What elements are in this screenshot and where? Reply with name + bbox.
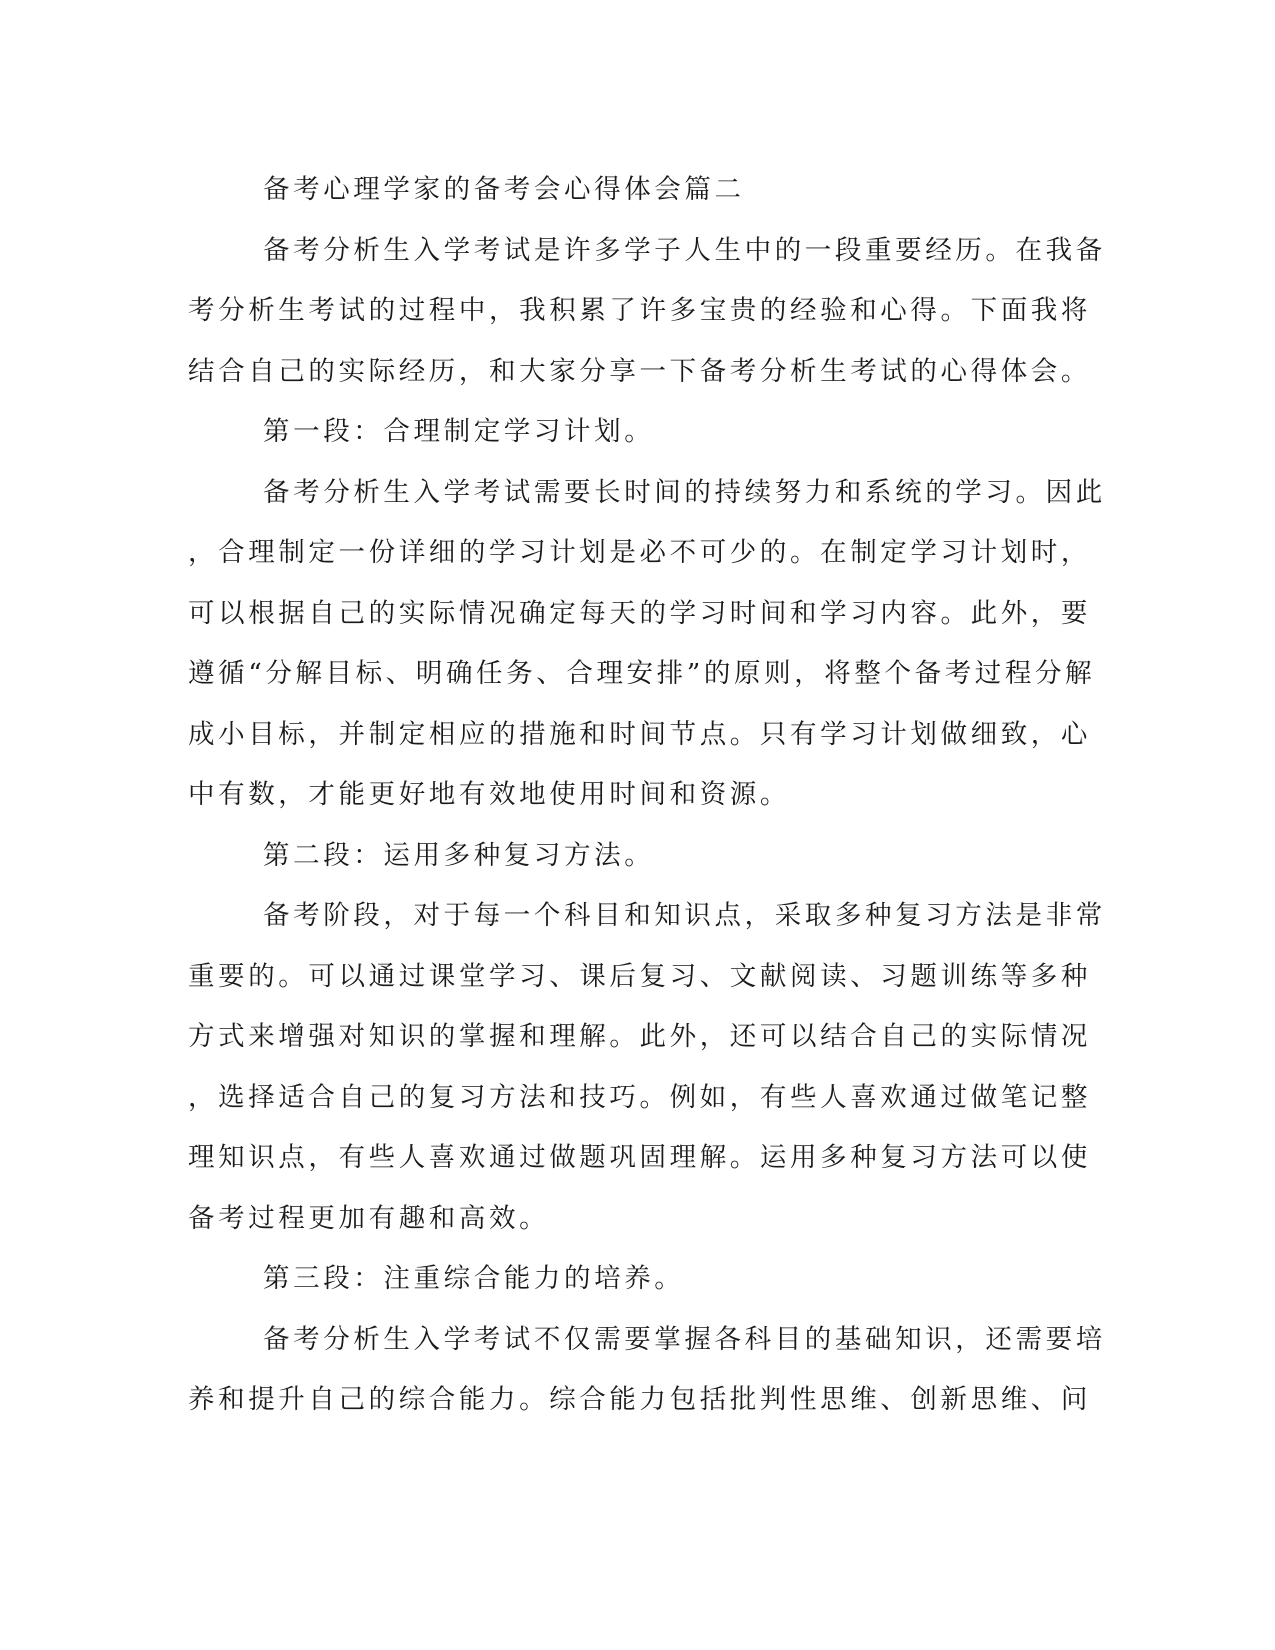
paragraph-line: 养和提升自己的综合能力。综合能力包括批判性思维、创新思维、问 (188, 1384, 1091, 1415)
section-heading-3: 第三段：注重综合能力的培养。 (263, 1263, 685, 1294)
paragraph-line: 考分析生考试的过程中，我积累了许多宝贵的经验和心得。下面我将 (188, 295, 1091, 326)
paragraph-line: 方式来增强对知识的掌握和理解。此外，还可以结合自己的实际情况 (188, 1021, 1091, 1052)
paragraph-line: 可以根据自己的实际情况确定每天的学习时间和学习内容。此外，要 (188, 597, 1091, 629)
paragraph-line: 备考分析生入学考试是许多学子人生中的一段重要经历。在我备 (263, 234, 1106, 266)
paragraph-line: 中有数，才能更好地有效地使用时间和资源。 (188, 779, 790, 810)
paragraph-line: 备考分析生入学考试不仅需要掌握各科目的基础知识，还需要培 (263, 1323, 1106, 1355)
paragraph-line: 结合自己的实际经历，和大家分享一下备考分析生考试的心得体会。 (188, 355, 1091, 387)
paragraph-line: 理知识点，有些人喜欢通过做题巩固理解。运用多种复习方法可以使 (188, 1142, 1091, 1173)
paragraph-line: 备考阶段，对于每一个科目和知识点，采取多种复习方法是非常 (263, 900, 1106, 931)
paragraph-line: 重要的。可以通过课堂学习、课后复习、文献阅读、习题训练等多种 (188, 960, 1091, 992)
document-body (188, 160, 1106, 1431)
paragraph-line: ，合理制定一份详细的学习计划是必不可少的。在制定学习计划时， (188, 537, 1091, 568)
paragraph-line: 备考过程更加有趣和高效。 (188, 1202, 550, 1234)
paragraph-line: 成小目标，并制定相应的措施和时间节点。只有学习计划做细致，心 (188, 718, 1091, 750)
document-title: 备考心理学家的备考会心得体会篇二 (263, 174, 745, 205)
paragraph-line: 遵循“分解目标、明确任务、合理安排”的原则，将整个备考过程分解 (188, 658, 1096, 689)
section-heading-2: 第二段：运用多种复习方法。 (263, 839, 655, 871)
paragraph-line: 备考分析生入学考试需要长时间的持续努力和系统的学习。因此 (263, 476, 1106, 508)
section-heading-1: 第一段：合理制定学习计划。 (263, 416, 655, 447)
paragraph-line: ，选择适合自己的复习方法和技巧。例如，有些人喜欢通过做笔记整 (188, 1081, 1091, 1113)
